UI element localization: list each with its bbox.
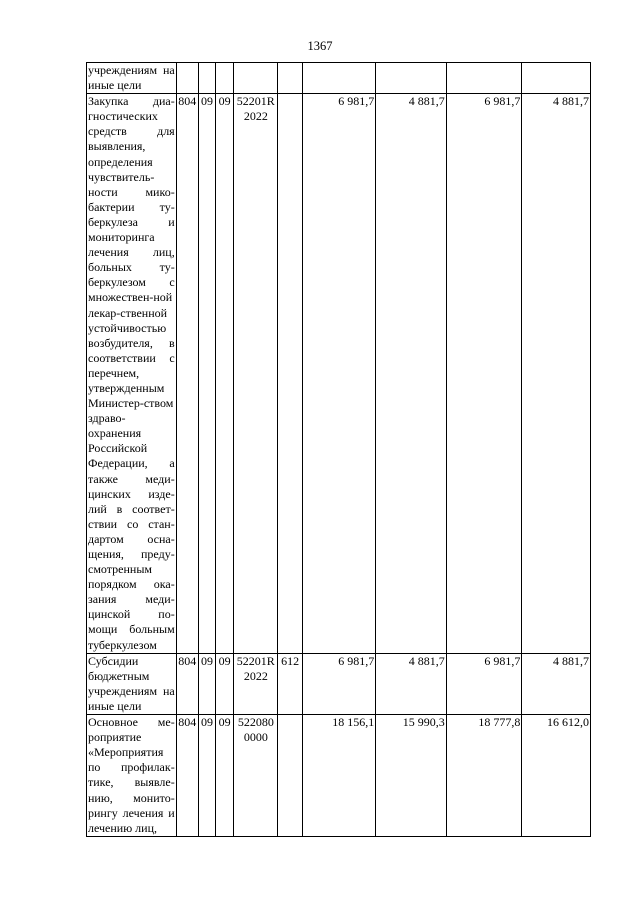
amount-4 [522, 63, 591, 94]
amount-4: 4 881,7 [522, 94, 591, 653]
expense-type-code [278, 715, 302, 837]
amount-2: 15 990,3 [376, 715, 447, 837]
target-article-code: 52201R2022 [234, 94, 278, 653]
amount-1 [302, 63, 376, 94]
ministry-code: 804 [176, 94, 198, 653]
amount-1: 18 156,1 [302, 715, 376, 837]
ministry-code [176, 63, 198, 94]
target-article-code: 5220800000 [234, 715, 278, 837]
ministry-code: 804 [176, 653, 198, 714]
amount-3: 6 981,7 [446, 94, 522, 653]
amount-3: 18 777,8 [446, 715, 522, 837]
row-name: Субсидии бюджетным учреждениям на иные цели [88, 653, 175, 713]
subsection-code: 09 [216, 653, 234, 714]
subsection-code: 09 [216, 94, 234, 653]
amount-3 [446, 63, 522, 94]
target-article-code [234, 63, 278, 94]
table-row [87, 63, 591, 94]
table-row [87, 715, 591, 837]
subsection-code [216, 63, 234, 94]
subsection-code: 09 [216, 715, 234, 837]
row-name: Основное ме-роприятие «Мероприятия по профилак-тике, выявле-нию, монито-рингу лечения и лечению лиц, [88, 715, 175, 835]
table-row [87, 653, 591, 714]
section-code: 09 [198, 94, 215, 653]
table-row [87, 94, 591, 653]
row-name: Закупка диа-гностических средств для выявления, определения чувствитель-ности мико-бактерии ту-беркулеза и мониторинга лечения лиц, больных ту-беркулезом с множествен-ной лекар-ственной устойчивостью возбудителя, в соответствии с перечнем, утвержденным Министер-ством здраво-охранения Российской Федерации, а также меди-цинских изде-лий в соответ-ствии со стан-дартом осна-щения, преду-смотренным порядком ока-зания меди-цинской по-мощи больным туберкулезом [88, 94, 175, 652]
amount-2: 4 881,7 [376, 653, 447, 714]
budget-table [86, 62, 591, 837]
amount-4: 16 612,0 [522, 715, 591, 837]
expense-type-code: 612 [278, 653, 302, 714]
page-number: 1367 [307, 39, 333, 53]
row-name: учреждениям на иные цели [88, 63, 175, 93]
section-code [198, 63, 215, 94]
amount-4: 4 881,7 [522, 653, 591, 714]
ministry-code: 804 [176, 715, 198, 837]
target-article-code: 52201R2022 [234, 653, 278, 714]
amount-3: 6 981,7 [446, 653, 522, 714]
amount-1: 6 981,7 [302, 94, 376, 653]
expense-type-code [278, 63, 302, 94]
amount-2: 4 881,7 [376, 94, 447, 653]
amount-2 [376, 63, 447, 94]
expense-type-code [278, 94, 302, 653]
section-code: 09 [198, 653, 215, 714]
amount-1: 6 981,7 [302, 653, 376, 714]
section-code: 09 [198, 715, 215, 837]
